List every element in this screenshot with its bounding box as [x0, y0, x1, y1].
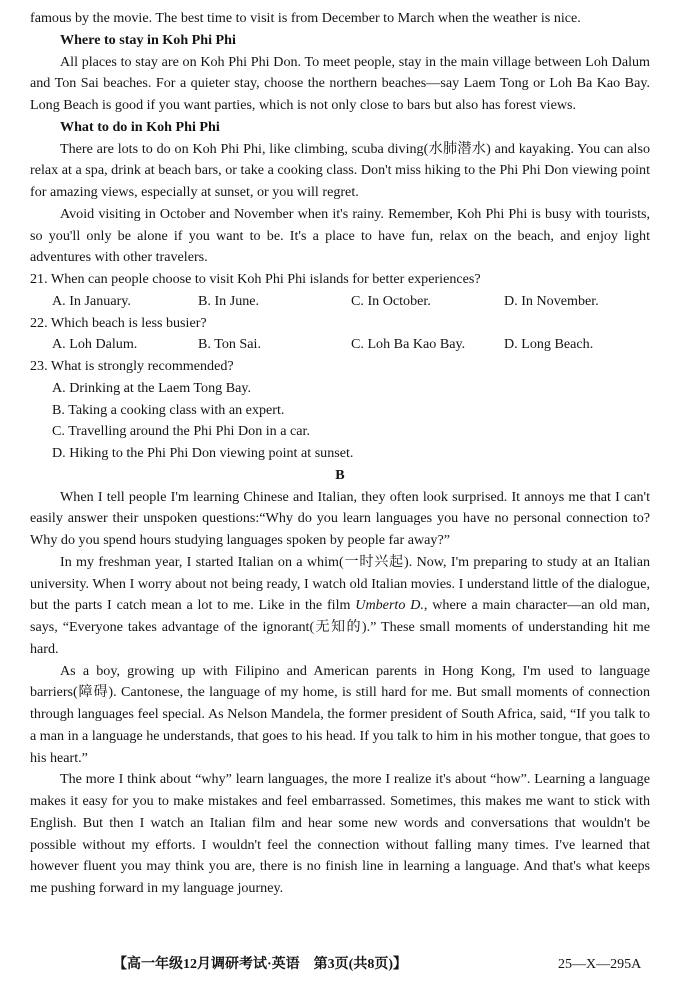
- heading-where-to-stay: Where to stay in Koh Phi Phi: [60, 31, 236, 48]
- question-23-option-c: C. Travelling around the Phi Phi Don in a car.: [52, 423, 310, 440]
- question-22-option-d: D. Long Beach.: [504, 336, 594, 353]
- paragraph-avoid-visiting: Avoid visiting in October and November when it's rainy. Remember, Koh Phi Phi is busy with tourists, so you'll only be alone if you want to be. It's a place to have fun, relax on the beach, and enjoy light adventures with other travelers.: [30, 205, 650, 266]
- question-22: [30, 313, 650, 357]
- question-22-stem: 22. Which beach is less busier?: [30, 314, 207, 331]
- question-21-option-d: D. In November.: [504, 292, 599, 309]
- exam-page: [30, 8, 650, 900]
- page-footer: [113, 955, 673, 975]
- question-22-option-b: B. Ton Sai.: [198, 336, 261, 353]
- question-23-stem: 23. What is strongly recommended?: [30, 358, 234, 374]
- question-21: [30, 269, 650, 313]
- question-23-option-b: B. Taking a cooking class with an expert.: [52, 401, 285, 418]
- question-22-options: [30, 334, 650, 356]
- paragraph-where-to-stay: All places to stay are on Koh Phi Phi Don. To meet people, stay in the main village between Loh Dalum and Ton Sai beaches. For a quieter stay, choose the northern beaches—say Laem Tong or Loh Ba Kao Bay. Long Beach is good if you want parties, which is not only close to bars but also has forest views.: [30, 53, 650, 113]
- footer-exam-info: 【高一年级12月调研考试·英语 第3页(共8页)】: [113, 957, 407, 972]
- paragraph-what-to-do: There are lots to do on Koh Phi Phi, like climbing, scuba diving(水肺潜水) and kayaking. You can also relax at a spa, drink at beach bars, or take a cooking class. Don't miss hiking to the Phi Phi Don viewing point for amazing views, especially at sunset, or you will regret.: [30, 140, 650, 200]
- heading-what-to-do: What to do in Koh Phi Phi: [60, 118, 220, 135]
- question-21-options: [30, 291, 650, 313]
- footer-paper-code: 25—X—295A: [558, 957, 642, 972]
- question-23: [30, 356, 650, 465]
- passage-b-paragraph-4: The more I think about “why” learn languages, the more I realize it's about “how”. Learning a language makes it easy for you to make mistakes and feel embarrassed. Sometimes, this makes me want to stick with English. But then I watch an Italian film and hear some new words and conversations that wouldn't be possible without my efforts. I wouldn't feel the connection without falling many times. I've learned that however fluent you may think you are, there is no finish line in learning a language. And that's what keeps me pushing forward in my language journey.: [30, 771, 650, 896]
- passage-b-paragraph-3: As a boy, growing up with Filipino and American parents in Hong Kong, I'm used to language barriers(障碍). Cantonese, the language of my home, is still hard for me. But small moments of connection through languages feel special. As Nelson Mandela, the former president of South Africa, said, “If you talk to a man in a language he understands, that goes to his head. If you talk to him in his mother tongue, that goes to his heart.”: [30, 662, 650, 766]
- question-21-stem: 21. When can people choose to visit Koh Phi Phi islands for better experiences?: [30, 271, 481, 287]
- question-21-option-a: A. In January.: [52, 292, 131, 309]
- question-22-option-a: A. Loh Dalum.: [52, 336, 138, 353]
- passage-a-intro-tail: famous by the movie. The best time to visit is from December to March when the weather is nice.: [30, 10, 581, 26]
- question-23-option-d: D. Hiking to the Phi Phi Don viewing point at sunset.: [52, 445, 354, 461]
- question-21-option-c: C. In October.: [351, 292, 431, 309]
- question-23-option-a: A. Drinking at the Laem Tong Bay.: [52, 379, 252, 396]
- passage-b-paragraph-1: When I tell people I'm learning Chinese and Italian, they often look surprised. It annoys me that I can't easily answer their unspoken questions:“Why do you learn languages you have no personal connection to? Why do you spend hours studying languages spoken by people far away?”: [30, 488, 650, 548]
- question-22-option-c: C. Loh Ba Kao Bay.: [351, 336, 466, 353]
- passage-b-paragraph-2-start: In my freshman year, I started Italian on a whim(一时兴起). Now, I'm preparing to study at an Italian university. When I worry about not being ready, I watch old Italian movies. I understand little of the dialogue, but the parts I catch mean a lot to me. Like in the film: [30, 553, 650, 614]
- film-title: Umberto D.: [355, 597, 424, 614]
- passage-b-paragraph-2: [30, 552, 650, 661]
- question-21-option-b: B. In June.: [198, 292, 260, 309]
- section-label-b: B: [335, 466, 345, 483]
- passage-b-paragraph-2-end: , where a main character—an old man, says, “Everyone takes advantage of the ignorant(无知的).” These small moments of understanding hit me hard.: [30, 597, 650, 657]
